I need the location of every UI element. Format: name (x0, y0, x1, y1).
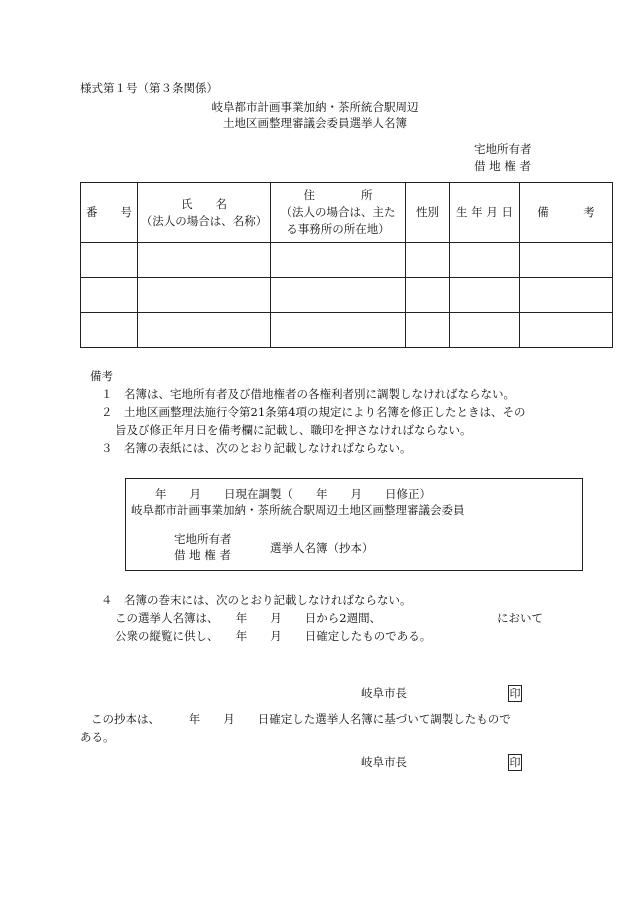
mayor-label-2: 岐阜市長 (361, 755, 407, 769)
category-leaseholder: 借 地 権 者 (474, 159, 531, 173)
table-cell (271, 243, 406, 278)
table-cell (271, 313, 406, 348)
header-birthdate: 生 年 月 日 (450, 183, 520, 243)
end-text-line-1: この選挙人名簿は、 年 月 日から2週間、 (115, 611, 382, 625)
header-address-label: 住 所 (303, 188, 373, 203)
cover-roll-label: 選挙人名簿（抄本） (270, 541, 374, 555)
table-cell (450, 313, 520, 348)
copy-statement-line-1: この抄本は、 年 月 日確定した選挙人名簿に基づいて調製したもので (91, 712, 511, 726)
header-name-note: （法人の場合は、名称） (140, 213, 268, 228)
table-cell (138, 278, 271, 313)
elector-register-table (80, 182, 613, 348)
note-2: ２ 土地区画整理法施行令第21条第4項の規定により名簿を修正したときは、その (101, 405, 526, 419)
table-cell (520, 278, 613, 313)
table-cell (271, 278, 406, 313)
table-cell (138, 313, 271, 348)
note-3: ３ 名簿の表紙には、次のとおり記載しなければならない。 (101, 441, 412, 455)
table-cell (450, 278, 520, 313)
table-cell (81, 278, 138, 313)
cover-category-land-owner: 宅地所有者 (174, 532, 232, 546)
table-cell (520, 313, 613, 348)
mayor-label-1: 岐阜市長 (361, 686, 407, 700)
table-row (81, 313, 613, 348)
seal-stamp-2: 印 (509, 756, 521, 769)
table-cell (138, 243, 271, 278)
header-number: 番 号 (81, 183, 138, 243)
note-4: ４ 名簿の巻末には、次のとおり記載しなければならない。 (101, 593, 412, 607)
seal-stamp-1: 印 (509, 687, 521, 700)
table-cell (520, 243, 613, 278)
title-line-1: 岐阜都市計画事業加納・茶所統合駅周辺 (211, 100, 419, 114)
category-land-owner: 宅地所有者 (474, 142, 532, 156)
title-line-2: 土地区画整理審議会委員選挙人名簿 (223, 116, 407, 130)
header-address (271, 183, 406, 243)
end-text-line-2: 公衆の縦覧に供し、 年 月 日確定したものである。 (115, 629, 432, 643)
table-cell (406, 243, 450, 278)
header-remarks: 備 考 (520, 183, 613, 243)
table-cell (450, 243, 520, 278)
note-2-continued: 旨及び修正年月日を備考欄に記載し、職印を押さなければならない。 (115, 423, 472, 437)
cover-date-line: 年 月 日現在調製（ 年 月 日修正） (155, 487, 431, 501)
table-cell (406, 313, 450, 348)
header-name (138, 183, 271, 243)
copy-statement-line-2: ある。 (80, 730, 115, 744)
table-row (81, 243, 613, 278)
cover-example-box (125, 478, 583, 571)
end-text-line-1-suffix: において (497, 611, 543, 625)
table-header-row (81, 183, 613, 243)
table-cell (406, 278, 450, 313)
table-row (81, 278, 613, 313)
form-number: 様式第１号（第３条関係） (80, 81, 218, 95)
notes-heading: 備考 (90, 369, 113, 383)
header-address-note-2: る事務所の所在地） (286, 221, 390, 236)
table-cell (81, 313, 138, 348)
header-gender: 性別 (406, 183, 450, 243)
header-name-label: 氏 名 (181, 196, 227, 211)
cover-council-line: 岐阜都市計画事業加納・茶所統合駅周辺土地区画整理審議会委員 (131, 503, 465, 517)
note-1: １ 名簿は、宅地所有者及び借地権者の各権利者別に調製しなければならない。 (101, 387, 515, 401)
header-address-note-1: （法人の場合は、主た (280, 205, 396, 220)
cover-category-leaseholder: 借 地 権 者 (174, 548, 231, 562)
table-cell (81, 243, 138, 278)
